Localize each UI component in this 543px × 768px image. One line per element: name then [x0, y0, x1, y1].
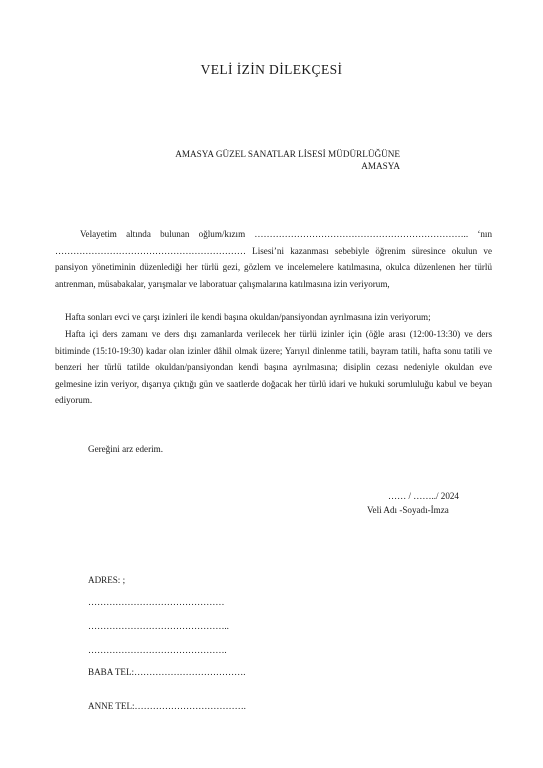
mother-phone-field[interactable]: ANNE TEL:……………………………….	[88, 701, 246, 711]
signature-label: Veli Adı -Soyadı-İmza	[367, 505, 449, 515]
document-title: VELİ İZİN DİLEKÇESİ	[200, 62, 343, 77]
closing-phrase: Gereğini arz ederim.	[88, 444, 163, 454]
address-label: ADRES: ;	[88, 575, 126, 585]
addressee-city: AMASYA	[361, 161, 400, 171]
body-paragraph-consent-activities: Velayetim altında bulunan oğlum/kızım …………………………………………………………….. ‘nın ……………………………………………………… Lisesi’ni kazanması sebebiyle öğrenim süresince okulun ve pansiyon yönetiminin düzenlediği her türlü gezi, gözlem ve incelemelere katılmasına, okulca düzenlenen her türlü antrenman, müsabakalar, yarışmalar ve laboratuar çalışmalarına katılmasına izin veriyorum,	[55, 229, 492, 289]
addressee-school: AMASYA GÜZEL SANATLAR LİSESİ MÜDÜRLÜĞÜNE	[175, 149, 400, 159]
address-line-1[interactable]: ………………………………………	[88, 597, 225, 607]
date-field[interactable]: …… / ……../ 2024	[388, 491, 459, 501]
address-line-2[interactable]: ………………………………………..	[88, 621, 229, 631]
body-paragraph-weekend-leave: Hafta sonları evci ve çarşı izinleri ile kendi başına okuldan/pansiyondan ayrılmasına izin veriyorum;	[65, 312, 431, 322]
father-phone-field[interactable]: BABA TEL:……………………………….	[88, 667, 246, 677]
address-line-3[interactable]: ……………………………………….	[88, 645, 227, 655]
body-paragraph-weekday-leave: Hafta içi ders zamanı ve ders dışı zamanlarda verilecek her türlü izinler için (öğle arası (12:00-13:30) ve ders bitiminde (15:10-19:30) kadar olan izinler dâhil olmak üzere; Yarıyıl dinlenme tatili, bayram tatili, hafta sonu tatili ve benzeri her türlü tatilde okuldan/pansiyondan kendi başına ayrılmasına; disiplin cezası nedeniyle okuldan eve gelmesine izin veriyor, dışarıya çıktığı gün ve saatlerde doğacak her türlü idari ve hukuki sorumluluğu kabul ve beyan ediyorum.	[55, 329, 492, 406]
